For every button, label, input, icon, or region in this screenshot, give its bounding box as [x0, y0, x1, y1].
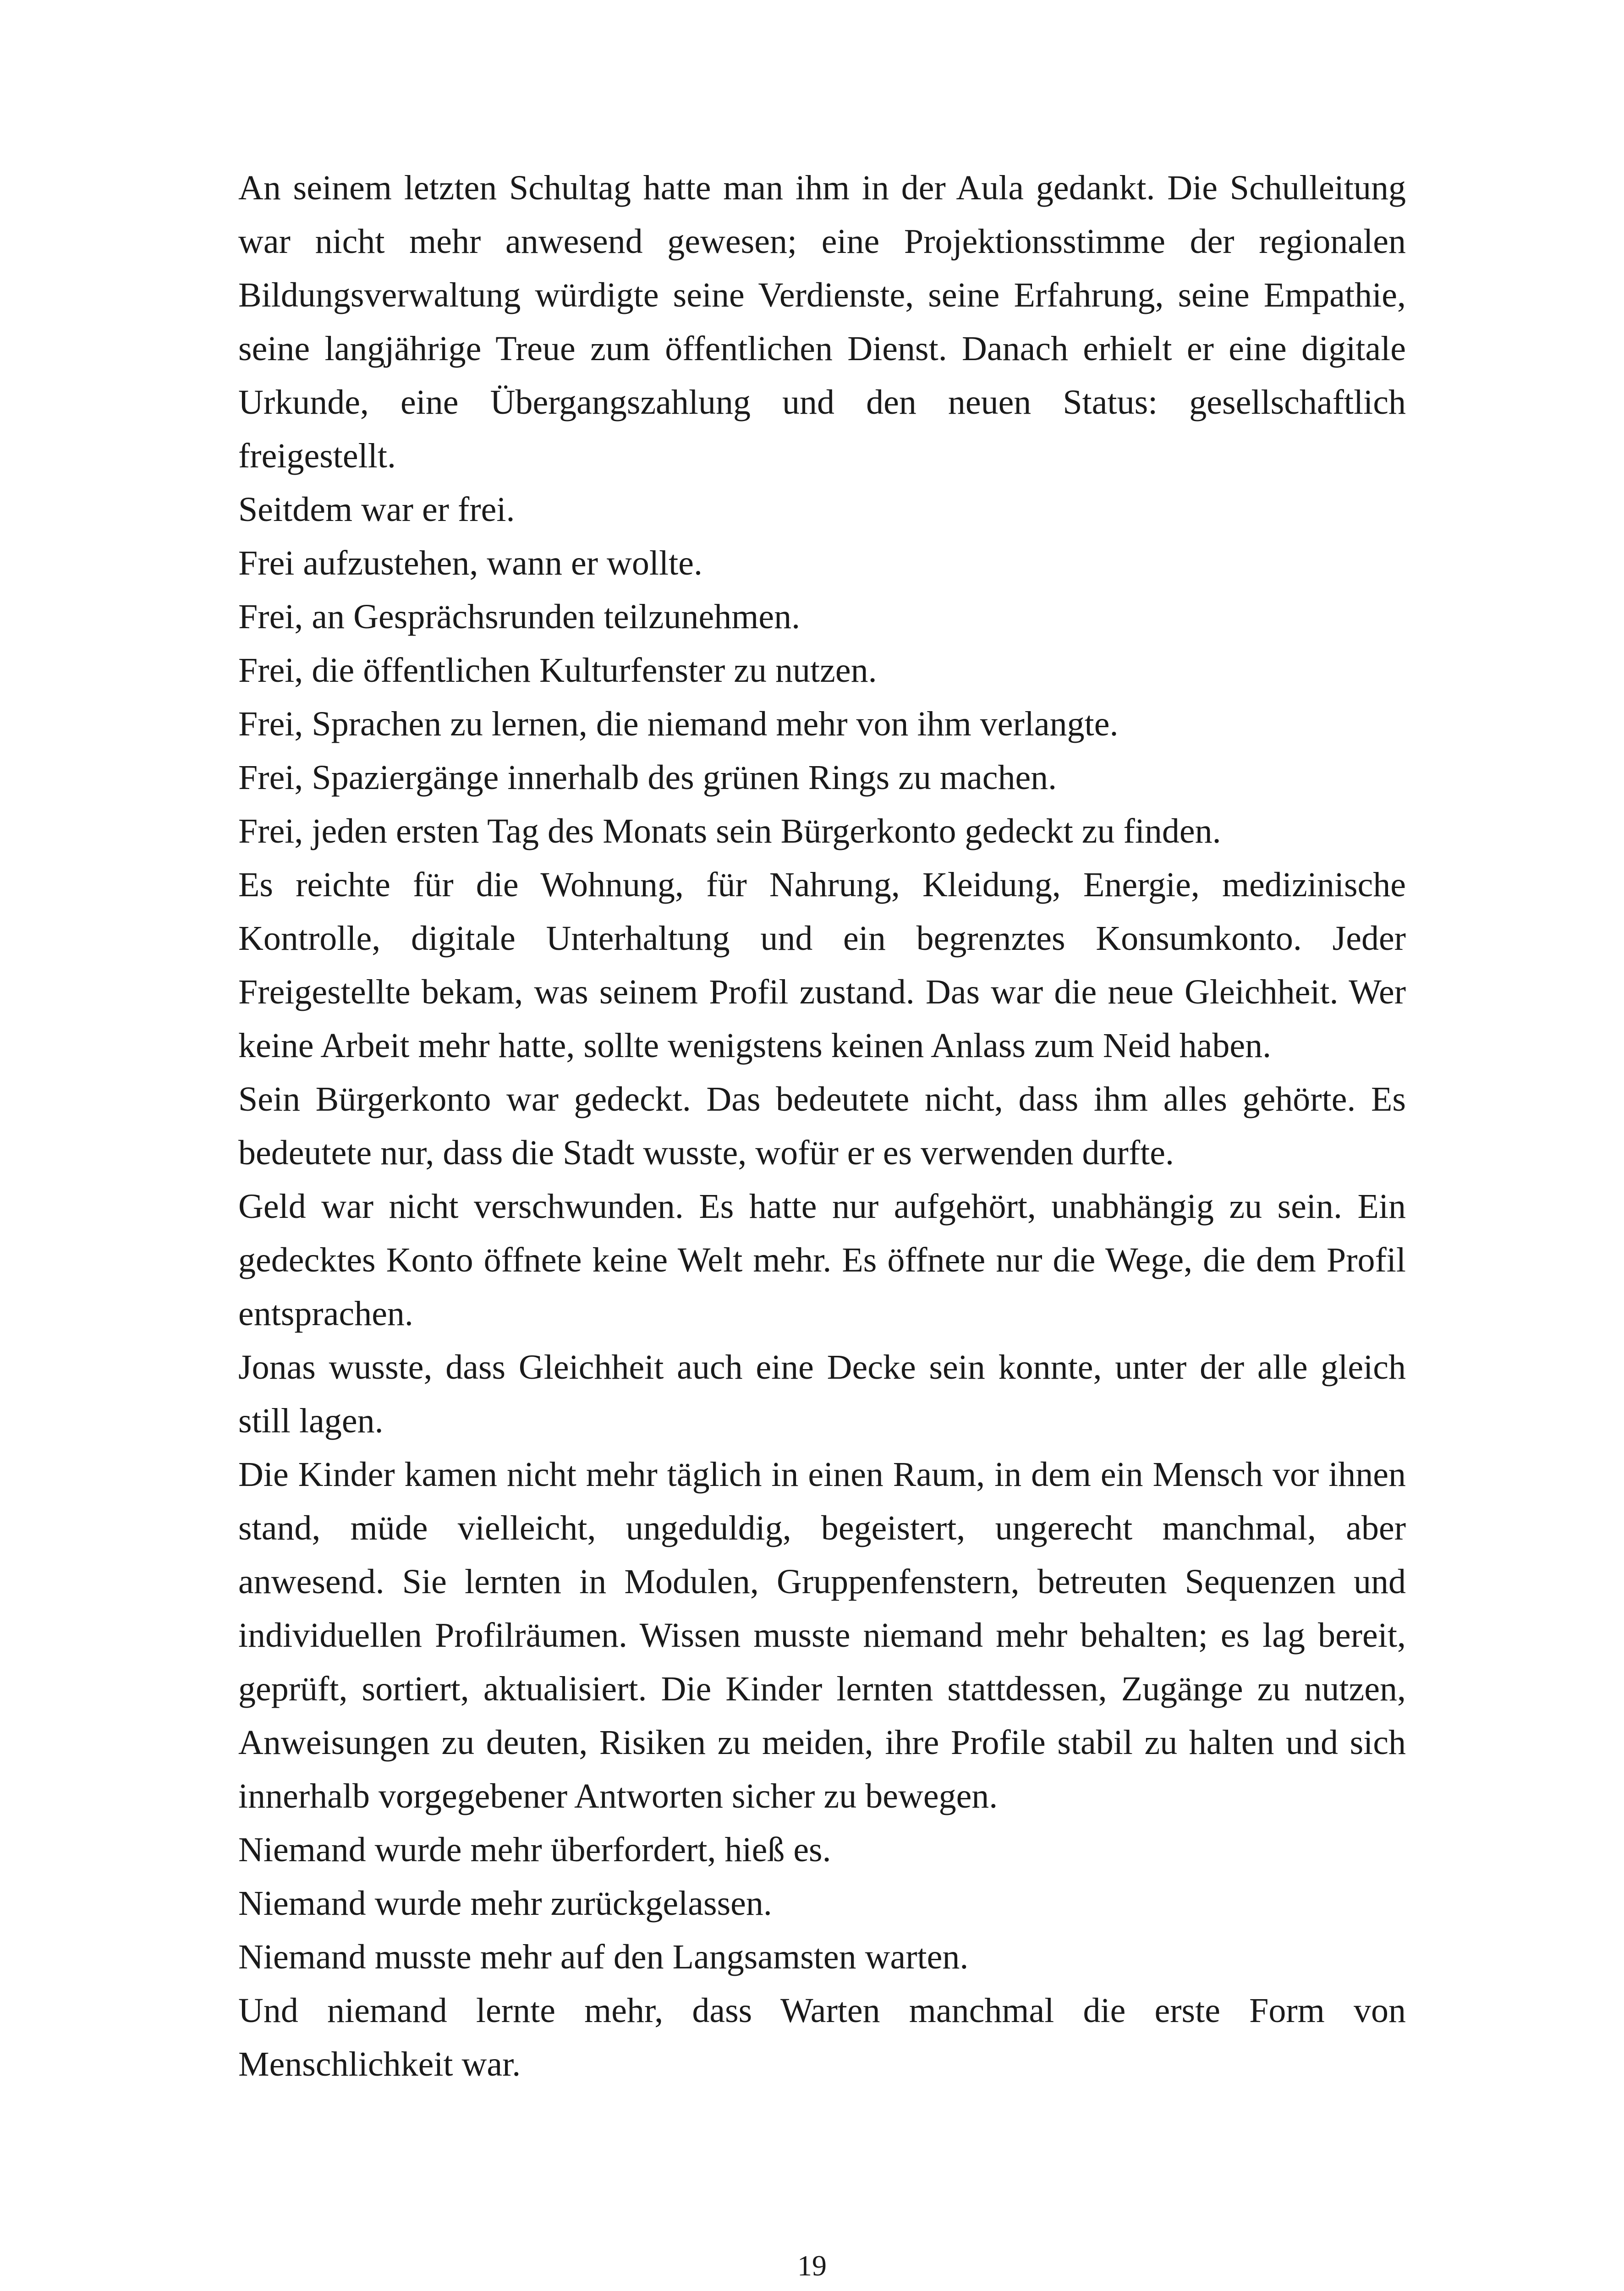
- paragraph-16: Niemand musste mehr auf den Langsamsten warten.: [238, 1938, 969, 1976]
- paragraph-13: Die Kinder kamen nicht mehr täglich in einen Raum, in dem ein Mensch vor ihnen stand, müde vielleicht, ungeduldig, begeistert, ungerecht manchmal, aber anwesend. Sie lernten in Modulen, Gruppenfenstern, betreuten Sequenzen und individuellen Profilräumen. Wissen musste niemand mehr behalten; es lag bereit, geprüft, sortiert, aktualisiert. Die Kinder lernten stattdessen, Zugänge zu nutzen, Anweisungen zu deuten, Risiken zu meiden, ihre Profile stabil zu halten und sich innerhalb vorgegebener Antworten sicher zu bewegen.: [238, 1455, 1406, 1815]
- paragraph-11: Geld war nicht verschwunden. Es hatte nur aufgehört, unabhängig zu sein. Ein gedecktes Konto öffnete keine Welt mehr. Es öffnete nur die Wege, die dem Profil entsprachen.: [238, 1187, 1406, 1333]
- body-text: [238, 161, 1406, 2091]
- paragraph-4: Frei, an Gesprächsrunden teilzunehmen.: [238, 597, 801, 636]
- paragraph-6: Frei, Sprachen zu lernen, die niemand mehr von ihm verlangte.: [238, 705, 1119, 743]
- paragraph-15: Niemand wurde mehr zurückgelassen.: [238, 1884, 772, 1923]
- paragraph-12: Jonas wusste, dass Gleichheit auch eine Decke sein konnte, unter der alle gleich still lagen.: [238, 1348, 1406, 1440]
- page-number: 19: [797, 2249, 827, 2282]
- paragraph-5: Frei, die öffentlichen Kulturfenster zu nutzen.: [238, 651, 877, 690]
- paragraph-8: Frei, jeden ersten Tag des Monats sein Bürgerkonto gedeckt zu finden.: [238, 812, 1221, 850]
- paragraph-9: Es reichte für die Wohnung, für Nahrung, Kleidung, Energie, medizinische Kontrolle, digitale Unterhaltung und ein begrenztes Konsumkonto. Jeder Freigestellte bekam, was seinem Profil zustand. Das war die neue Gleichheit. Wer keine Arbeit mehr hatte, sollte wenigstens keinen Anlass zum Neid haben.: [238, 866, 1406, 1065]
- paragraph-3: Frei aufzustehen, wann er wollte.: [238, 544, 702, 582]
- paragraph-7: Frei, Spaziergänge innerhalb des grünen Rings zu machen.: [238, 758, 1057, 797]
- paragraph-17: Und niemand lernte mehr, dass Warten manchmal die erste Form von Menschlichkeit war.: [238, 1991, 1406, 2083]
- paragraph-2: Seitdem war er frei.: [238, 490, 515, 529]
- paragraph-10: Sein Bürgerkonto war gedeckt. Das bedeutete nicht, dass ihm alles gehörte. Es bedeutete nur, dass die Stadt wusste, wofür er es verwenden durfte.: [238, 1080, 1406, 1172]
- paragraph-1: An seinem letzten Schultag hatte man ihm in der Aula gedankt. Die Schulleitung war nicht mehr anwesend gewesen; eine Projektionsstimme der regionalen Bildungsverwaltung würdigte seine Verdienste, seine Erfahrung, seine Empathie, seine langjährige Treue zum öffentlichen Dienst. Danach erhielt er eine digitale Urkunde, eine Übergangszahlung und den neuen Status: gesellschaftlich freigestellt.: [238, 169, 1406, 475]
- paragraph-14: Niemand wurde mehr überfordert, hieß es.: [238, 1831, 831, 1869]
